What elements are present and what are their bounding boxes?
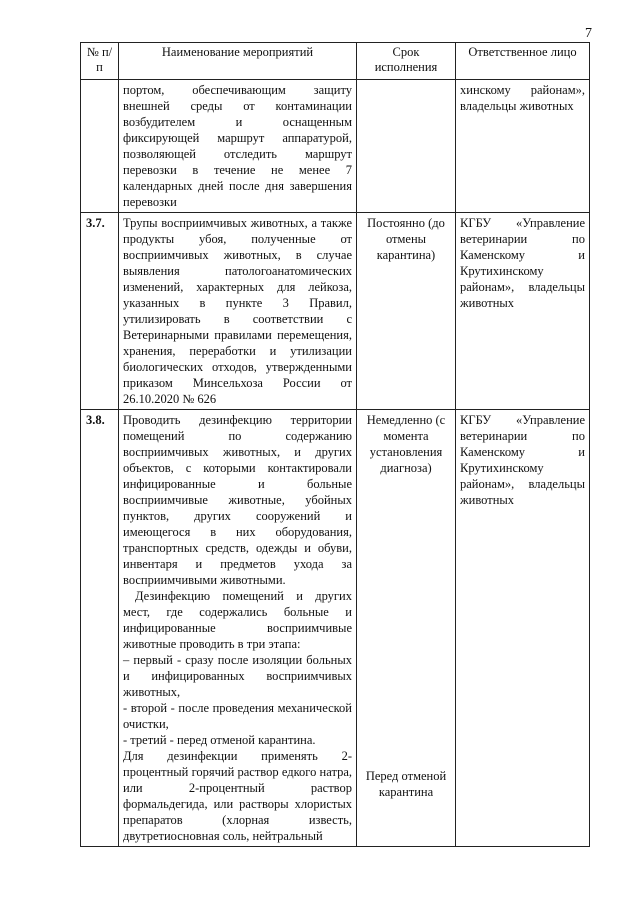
activity-paragraph: Проводить дезинфекцию территории помещений по содержанию восприимчивых животных, и других объектов, с которыми контактировали инфицированные и больные восприимчивые животные, убойных пунктов, других сооружений и имеющегося в них оборудования, транспортных средств, одежды и обуви, инвентаря и предметов ухода за восприимчивыми животными. <box>123 413 352 587</box>
row-activity: Трупы восприимчивых животных, а также продукты убоя, полученные от восприимчивых животных, в случае выявления патологоанатомических изменений, характерных для лейкоза, указанных в пункте 3 Правил, утилизировать в соответствии с Ветеринарными правилами перемещения, хранения, переработки и утилизации биологических отходов, утвержденными приказом Минсельхоза России от 26.10.2020 № 626 <box>119 213 357 410</box>
table-row <box>81 213 590 410</box>
row-responsible: хинскому районам», владельцы животных <box>456 80 590 213</box>
row-number: 3.7. <box>81 213 119 410</box>
deadline-before-quarantine-end: Перед отменой карантина <box>365 769 447 799</box>
table-row <box>81 410 590 847</box>
header-deadline: Срок исполнения <box>357 43 456 80</box>
activity-paragraph: Дезинфекцию помещений и других мест, где содержались больные и инфицированные восприимчивые животные проводить в три этапа: <box>123 589 352 651</box>
header-activity: Наименование мероприятий <box>119 43 357 80</box>
header-responsible: Ответственное лицо <box>456 43 590 80</box>
row-deadline: Постоянно (до отмены карантина) <box>357 213 456 410</box>
header-num: № п/п <box>81 43 119 80</box>
activity-paragraph: – первый - сразу после изоляции больных и инфицированных восприимчивых животных, <box>123 653 352 699</box>
table-header-row <box>81 43 590 80</box>
activities-table <box>80 42 590 847</box>
row-activity: портом, обеспечивающим защиту внешней среды от контаминации возбудителем и оснащенным фиксирующей маршрут аппаратурой, позволяющей отследить маршрут перевозки в течение не менее 7 календарных дней после дня завершения перевозки <box>119 80 357 213</box>
row-deadline <box>357 80 456 213</box>
row-deadline <box>357 410 456 847</box>
row-number: 3.8. <box>81 410 119 847</box>
row-number <box>81 80 119 213</box>
table-row <box>81 80 590 213</box>
page-number: 7 <box>585 26 592 41</box>
deadline-spacer <box>361 476 451 768</box>
activity-paragraph: - второй - после проведения механической очистки, <box>123 701 352 731</box>
activity-paragraph: Для дезинфекции применять 2-процентный горячий раствор едкого натра, или 2-процентный раствор формальдегида, или растворы хлористых препаратов (хлорная известь, двутретиосновная соль, нейтральный <box>123 749 352 843</box>
row-responsible: КГБУ «Управление ветеринарии по Каменскому и Крутихинскому районам», владельцы животных <box>456 213 590 410</box>
row-responsible: КГБУ «Управление ветеринарии по Каменскому и Крутихинскому районам», владельцы животных <box>456 410 590 847</box>
deadline-immediate: Немедленно (с момента установления диагноза) <box>366 413 446 475</box>
row-activity <box>119 410 357 847</box>
activity-paragraph: - третий - перед отменой карантина. <box>123 733 316 747</box>
